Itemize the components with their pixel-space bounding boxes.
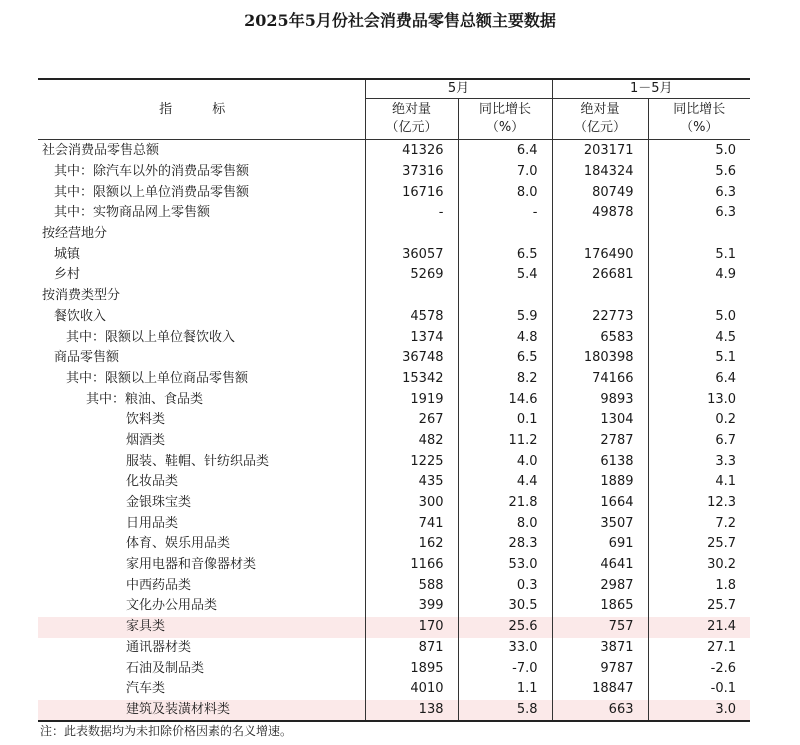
cell-may-yoy: 7.0 xyxy=(458,162,552,183)
cell-may-abs: 138 xyxy=(365,700,458,722)
cell-ytd-abs: 49878 xyxy=(552,203,648,224)
cell-ytd-abs: 74166 xyxy=(552,369,648,390)
data-table-container xyxy=(38,78,750,722)
row-label: 其中：粮油、食品类 xyxy=(86,391,204,407)
table-row xyxy=(38,575,750,596)
cell-may-abs: 267 xyxy=(365,410,458,431)
table-row xyxy=(38,638,750,659)
may-group-header: 5月 xyxy=(365,79,552,99)
may-yoy-header xyxy=(458,99,552,140)
table-row xyxy=(38,534,750,555)
cell-may-abs: 5269 xyxy=(365,265,458,286)
cell-may-abs: 741 xyxy=(365,513,458,534)
cell-ytd-abs: 691 xyxy=(552,534,648,555)
cell-may-abs: 482 xyxy=(365,431,458,452)
table-row xyxy=(38,327,750,348)
cell-ytd-yoy: 6.3 xyxy=(648,203,750,224)
table-row xyxy=(38,617,750,638)
cell-ytd-yoy: 25.7 xyxy=(648,596,750,617)
row-label: 服装、鞋帽、针纺织品类 xyxy=(126,453,270,469)
table-row xyxy=(38,679,750,700)
row-label: 文化办公用品类 xyxy=(126,598,218,614)
cell-may-yoy: 6.5 xyxy=(458,348,552,369)
cell-may-yoy: 25.6 xyxy=(458,617,552,638)
row-label: 家用电器和音像器材类 xyxy=(126,557,257,573)
abs-unit: （亿元） xyxy=(385,120,438,135)
table-row xyxy=(38,555,750,576)
cell-ytd-yoy: 3.3 xyxy=(648,451,750,472)
table-header xyxy=(38,79,750,140)
table-row xyxy=(38,700,750,722)
cell-may-abs: 15342 xyxy=(365,369,458,390)
cell-may-yoy: 5.9 xyxy=(458,307,552,328)
row-label: 家具类 xyxy=(38,617,365,638)
cell-may-yoy xyxy=(458,286,552,307)
row-label: 其中：限额以上单位餐饮收入 xyxy=(66,329,236,345)
cell-ytd-yoy: 1.8 xyxy=(648,575,750,596)
cell-may-abs: 4578 xyxy=(365,307,458,328)
table-row xyxy=(38,431,750,452)
cell-ytd-abs: 184324 xyxy=(552,162,648,183)
cell-may-abs: 36748 xyxy=(365,348,458,369)
row-label: 汽车类 xyxy=(126,681,166,697)
cell-may-yoy: 8.2 xyxy=(458,369,552,390)
ytd-yoy-header xyxy=(648,99,750,140)
row-label: 按经营地分 xyxy=(42,226,108,242)
table-row xyxy=(38,286,750,307)
indicator-header: 指 标 xyxy=(38,79,365,140)
table-row xyxy=(38,265,750,286)
cell-ytd-yoy: 12.3 xyxy=(648,493,750,514)
cell-ytd-abs: 18847 xyxy=(552,679,648,700)
row-label: 其中：实物商品网上零售额 xyxy=(54,205,211,221)
ytd-abs-header xyxy=(552,99,648,140)
table-body xyxy=(38,140,750,722)
yoy-unit: （%） xyxy=(485,120,525,135)
cell-may-yoy: 4.0 xyxy=(458,451,552,472)
cell-ytd-yoy: 6.4 xyxy=(648,369,750,390)
cell-may-yoy: 30.5 xyxy=(458,596,552,617)
cell-may-yoy: 8.0 xyxy=(458,182,552,203)
cell-ytd-yoy: 5.0 xyxy=(648,307,750,328)
cell-ytd-abs: 80749 xyxy=(552,182,648,203)
cell-ytd-abs: 203171 xyxy=(552,140,648,162)
cell-ytd-abs xyxy=(552,286,648,307)
row-label: 建筑及装潢材料类 xyxy=(38,700,365,722)
row-label: 石油及制品类 xyxy=(126,660,205,676)
cell-may-yoy: 6.5 xyxy=(458,244,552,265)
cell-may-yoy: 14.6 xyxy=(458,389,552,410)
row-label: 按消费类型分 xyxy=(42,288,121,304)
row-label: 体育、娱乐用品类 xyxy=(126,536,231,552)
cell-may-yoy: 1.1 xyxy=(458,679,552,700)
cell-may-abs: 300 xyxy=(365,493,458,514)
cell-ytd-abs: 6138 xyxy=(552,451,648,472)
cell-ytd-abs: 2987 xyxy=(552,575,648,596)
cell-may-abs: 37316 xyxy=(365,162,458,183)
cell-may-abs: 162 xyxy=(365,534,458,555)
cell-ytd-yoy: -0.1 xyxy=(648,679,750,700)
cell-ytd-yoy: 21.4 xyxy=(648,617,750,638)
cell-ytd-abs: 663 xyxy=(552,700,648,722)
cell-may-abs: 16716 xyxy=(365,182,458,203)
abs-label: 绝对量 xyxy=(391,102,431,117)
table-row xyxy=(38,348,750,369)
table-row xyxy=(38,493,750,514)
table-row xyxy=(38,224,750,245)
row-label: 乡村 xyxy=(54,267,81,283)
cell-ytd-yoy: 3.0 xyxy=(648,700,750,722)
cell-ytd-abs: 757 xyxy=(552,617,648,638)
table-row xyxy=(38,182,750,203)
row-label: 城镇 xyxy=(54,246,81,262)
abs-unit: （亿元） xyxy=(573,120,626,135)
cell-ytd-yoy: 4.5 xyxy=(648,327,750,348)
cell-ytd-abs: 1304 xyxy=(552,410,648,431)
cell-ytd-abs: 6583 xyxy=(552,327,648,348)
cell-may-abs: 871 xyxy=(365,638,458,659)
cell-ytd-abs: 26681 xyxy=(552,265,648,286)
cell-may-yoy: -7.0 xyxy=(458,658,552,679)
cell-ytd-yoy: 30.2 xyxy=(648,555,750,576)
cell-may-yoy: 0.3 xyxy=(458,575,552,596)
retail-sales-table xyxy=(38,78,750,722)
yoy-label: 同比增长 xyxy=(478,102,531,117)
table-row xyxy=(38,596,750,617)
page-title: 2025年5月份社会消费品零售总额主要数据 xyxy=(244,11,556,30)
cell-ytd-abs xyxy=(552,224,648,245)
cell-ytd-abs: 1664 xyxy=(552,493,648,514)
cell-may-yoy: 21.8 xyxy=(458,493,552,514)
yoy-unit: （%） xyxy=(680,120,719,135)
row-label: 化妆品类 xyxy=(126,474,179,490)
cell-ytd-abs: 180398 xyxy=(552,348,648,369)
cell-may-abs: 1374 xyxy=(365,327,458,348)
footnote: 注：此表数据均为未扣除价格因素的名义增速。 xyxy=(40,724,293,738)
cell-may-abs: 36057 xyxy=(365,244,458,265)
cell-ytd-abs: 22773 xyxy=(552,307,648,328)
cell-may-yoy: 0.1 xyxy=(458,410,552,431)
cell-may-yoy: - xyxy=(458,203,552,224)
cell-may-yoy: 4.4 xyxy=(458,472,552,493)
table-row xyxy=(38,244,750,265)
row-label: 其中：限额以上单位消费品零售额 xyxy=(54,184,250,200)
cell-ytd-abs: 1889 xyxy=(552,472,648,493)
row-label: 中西药品类 xyxy=(126,577,192,593)
cell-ytd-yoy xyxy=(648,286,750,307)
cell-may-abs: 1919 xyxy=(365,389,458,410)
cell-ytd-yoy: -2.6 xyxy=(648,658,750,679)
cell-ytd-abs: 3871 xyxy=(552,638,648,659)
cell-may-yoy: 6.4 xyxy=(458,140,552,162)
cell-ytd-yoy: 13.0 xyxy=(648,389,750,410)
cell-ytd-yoy: 25.7 xyxy=(648,534,750,555)
cell-ytd-abs: 3507 xyxy=(552,513,648,534)
cell-may-abs: 435 xyxy=(365,472,458,493)
row-label: 商品零售额 xyxy=(54,350,120,366)
row-label: 饮料类 xyxy=(126,412,166,428)
cell-may-abs: 170 xyxy=(365,617,458,638)
cell-may-abs: 4010 xyxy=(365,679,458,700)
cell-may-abs xyxy=(365,286,458,307)
cell-ytd-yoy: 27.1 xyxy=(648,638,750,659)
table-row xyxy=(38,658,750,679)
cell-ytd-abs: 176490 xyxy=(552,244,648,265)
cell-may-abs: 588 xyxy=(365,575,458,596)
table-row xyxy=(38,140,750,162)
row-label: 餐饮收入 xyxy=(54,308,107,324)
ytd-group-header: 1－5月 xyxy=(552,79,750,99)
cell-may-abs: 1895 xyxy=(365,658,458,679)
cell-ytd-yoy: 4.1 xyxy=(648,472,750,493)
row-label: 日用品类 xyxy=(126,515,179,531)
row-label: 通讯器材类 xyxy=(126,639,192,655)
abs-label: 绝对量 xyxy=(580,102,620,117)
cell-ytd-yoy xyxy=(648,224,750,245)
cell-ytd-abs: 4641 xyxy=(552,555,648,576)
table-row xyxy=(38,410,750,431)
cell-may-abs: 41326 xyxy=(365,140,458,162)
cell-ytd-abs: 2787 xyxy=(552,431,648,452)
cell-may-abs: 399 xyxy=(365,596,458,617)
row-label: 社会消费品零售总额 xyxy=(42,143,160,159)
cell-ytd-yoy: 5.0 xyxy=(648,140,750,162)
yoy-label: 同比增长 xyxy=(673,102,726,117)
row-label: 其中：除汽车以外的消费品零售额 xyxy=(54,164,250,180)
cell-may-yoy: 4.8 xyxy=(458,327,552,348)
may-abs-header xyxy=(365,99,458,140)
table-row xyxy=(38,162,750,183)
table-row xyxy=(38,389,750,410)
cell-ytd-yoy: 6.7 xyxy=(648,431,750,452)
table-row xyxy=(38,369,750,390)
cell-may-abs: 1166 xyxy=(365,555,458,576)
cell-may-yoy: 5.8 xyxy=(458,700,552,722)
cell-may-abs: - xyxy=(365,203,458,224)
cell-may-abs: 1225 xyxy=(365,451,458,472)
cell-may-yoy: 28.3 xyxy=(458,534,552,555)
table-row xyxy=(38,451,750,472)
table-row xyxy=(38,203,750,224)
cell-ytd-yoy: 5.1 xyxy=(648,348,750,369)
cell-may-yoy: 53.0 xyxy=(458,555,552,576)
row-label: 金银珠宝类 xyxy=(126,495,192,511)
cell-may-yoy: 33.0 xyxy=(458,638,552,659)
cell-may-yoy: 8.0 xyxy=(458,513,552,534)
cell-ytd-yoy: 6.3 xyxy=(648,182,750,203)
cell-ytd-yoy: 5.1 xyxy=(648,244,750,265)
cell-ytd-yoy: 7.2 xyxy=(648,513,750,534)
cell-ytd-yoy: 5.6 xyxy=(648,162,750,183)
cell-ytd-abs: 9787 xyxy=(552,658,648,679)
cell-ytd-abs: 1865 xyxy=(552,596,648,617)
cell-may-yoy: 5.4 xyxy=(458,265,552,286)
cell-may-abs xyxy=(365,224,458,245)
row-label: 其中：限额以上单位商品零售额 xyxy=(66,370,249,386)
cell-may-yoy xyxy=(458,224,552,245)
table-row xyxy=(38,513,750,534)
cell-may-yoy: 11.2 xyxy=(458,431,552,452)
row-label: 烟酒类 xyxy=(126,432,166,448)
cell-ytd-yoy: 4.9 xyxy=(648,265,750,286)
cell-ytd-abs: 9893 xyxy=(552,389,648,410)
cell-ytd-yoy: 0.2 xyxy=(648,410,750,431)
table-row xyxy=(38,307,750,328)
table-row xyxy=(38,472,750,493)
